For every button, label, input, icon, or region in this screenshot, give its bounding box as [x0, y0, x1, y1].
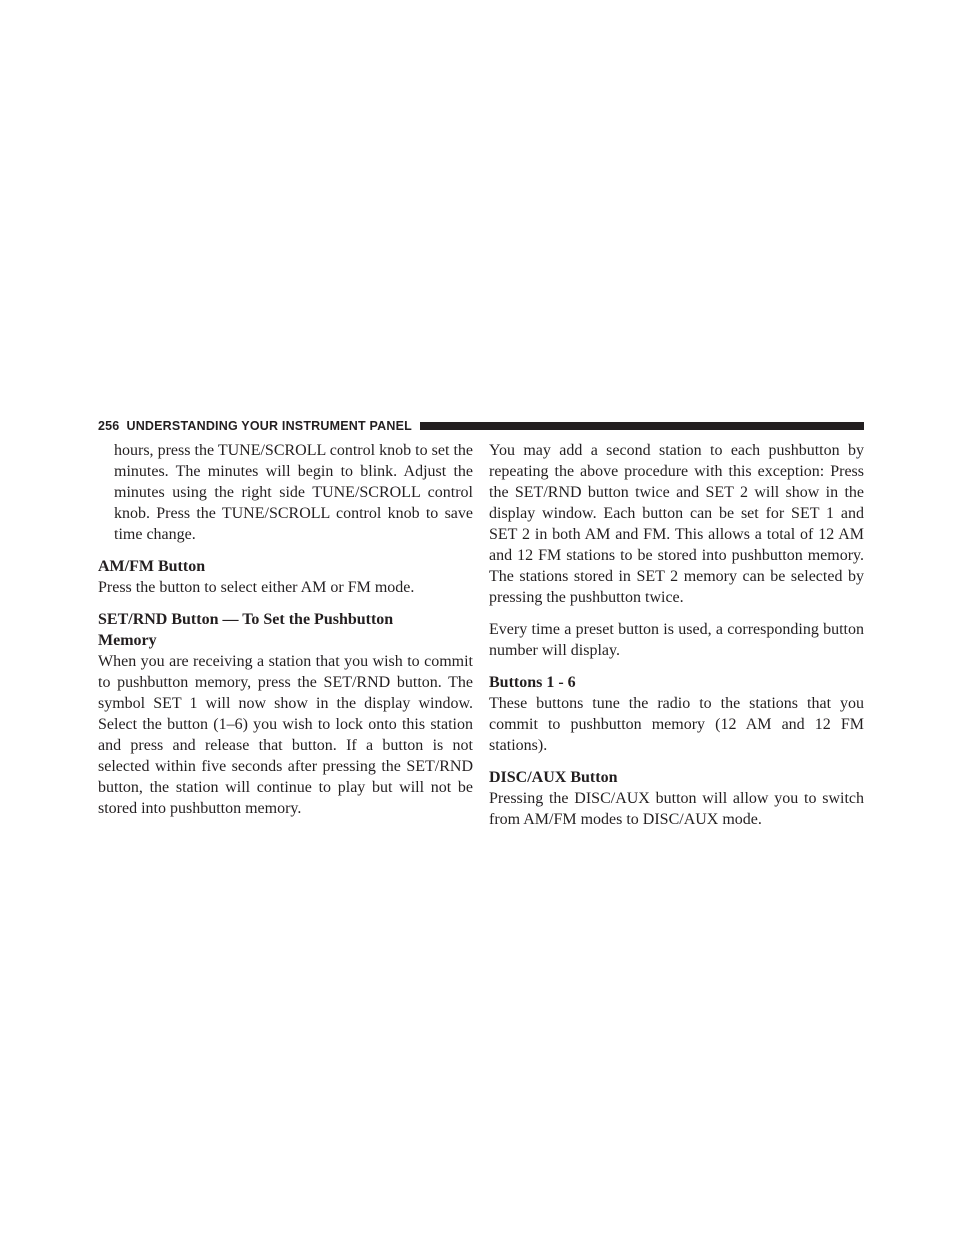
- setrnd-text: When you are receiving a station that you wish to commit to pushbutton memory, press the SET/RND button. The symbol SET 1 will now show in the display window. Select the button (1–6) you wish to lock onto this station and press and release that button. If a button is not selected within five seconds after pressing the SET/RND button, the station will continue to play but will not be stored into pushbutton memory.: [98, 653, 473, 817]
- disc-heading: DISC/AUX Button: [489, 769, 618, 786]
- right-column: [489, 440, 864, 830]
- header-rule: [420, 422, 864, 430]
- left-column: [98, 440, 473, 819]
- section-title: UNDERSTANDING YOUR INSTRUMENT PANEL: [126, 419, 412, 433]
- disc-text: Pressing the DISC/AUX button will allow you to switch from AM/FM modes to DISC/AUX mode.: [489, 790, 864, 828]
- second-station-text: You may add a second station to each pushbutton by repeating the above procedure with this exception: Press the SET/RND button twice and SET 2 will show in the display window. Each button can be set for SET 1 and SET 2 in both AM and FM. This allows a total of 12 AM and 12 FM stations to be stored into pushbutton memory. The stations stored in SET 2 memory can be selected by pressing the pushbutton twice.: [489, 442, 864, 606]
- page-number: 256: [98, 419, 120, 433]
- setrnd-heading: SET/RND Button — To Set the Pushbutton Memory: [98, 611, 394, 649]
- buttons-text: These buttons tune the radio to the stations that you commit to pushbutton memory (12 AM and 12 FM stations).: [489, 695, 864, 754]
- page-header: [98, 416, 864, 436]
- amfm-heading: AM/FM Button: [98, 558, 206, 575]
- amfm-text: Press the button to select either AM or FM mode.: [98, 579, 415, 596]
- continued-paragraph: hours, press the TUNE/SCROLL control knob to set the minutes. The minutes will begin to blink. Adjust the minutes using the right side TUNE/SCROLL control knob. Press the TUNE/SCROLL control knob to save time change.: [114, 442, 473, 543]
- buttons-heading: Buttons 1 - 6: [489, 674, 576, 691]
- preset-text: Every time a preset button is used, a corresponding button number will display.: [489, 621, 864, 659]
